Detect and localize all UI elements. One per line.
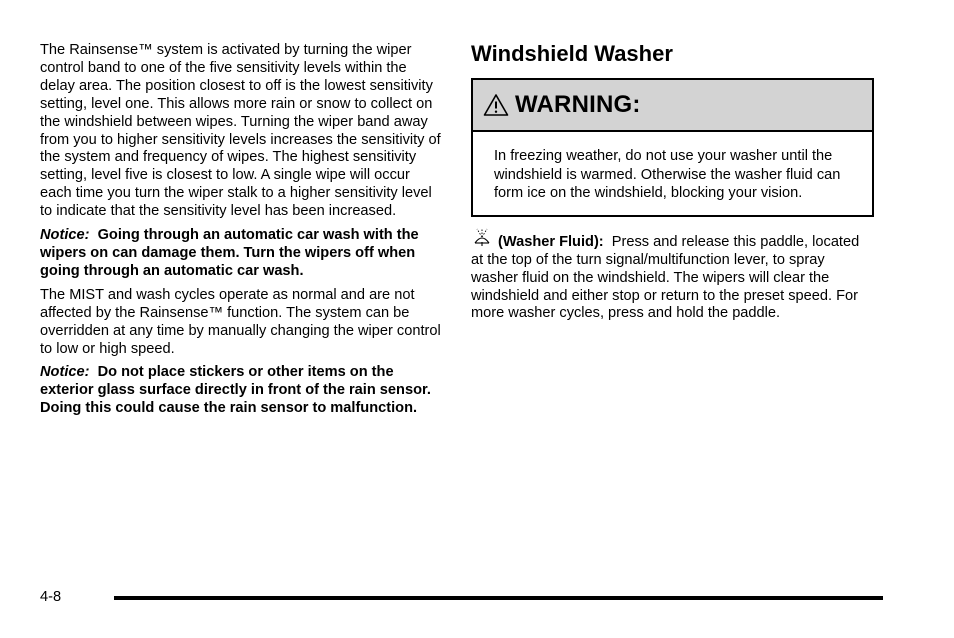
sticker-notice [40, 364, 444, 418]
right-column [471, 40, 874, 323]
rainsense-paragraph: The Rainsense™ system is activated by turning the wiper control band to one of the five sensitivity levels within the delay area. The position closest to off is the lowest sensitivity setting, level one. This allows more rain or snow to collect on the windshield between wipes. Turning the wiper band away from you to higher sensitivity levels increases the sensitivity of the system and frequency of wipes. The highest sensitivity setting, level five is closest to low. A single wipe will occur each time you turn the wiper stalk to a higher sensitivity level to indicate that the sensitivity level has been increased. [40, 42, 441, 220]
warning-title: WARNING: [515, 91, 641, 118]
warning-header [473, 80, 872, 132]
page-footer [40, 588, 883, 608]
footer-rule [114, 596, 883, 600]
page-number: 4-8 [40, 589, 62, 605]
car-wash-notice [40, 227, 444, 281]
notice-label: Notice: [40, 364, 90, 381]
warning-body: In freezing weather, do not use your washer until the windshield is warmed. Otherwise the washer fluid can form ice on the windshield, blocking your vision. [494, 148, 841, 202]
washer-fluid-icon [471, 227, 493, 249]
warning-triangle-icon [483, 93, 509, 117]
washer-fluid-text: Press and release this paddle, located at the top of the turn signal/multifunction lever, to spray washer fluid on the windshield. The wipers will clear the windshield and either stop or return to the preset speed. For more washer cycles, press and hold the paddle. [471, 233, 860, 322]
washer-fluid-label: (Washer Fluid): [498, 233, 604, 250]
warning-box [471, 78, 874, 217]
washer-fluid-paragraph [471, 227, 874, 324]
notice-text: Do not place stickers or other items on the exterior glass surface directly in front of the rain sensor. Doing this could cause the rain sensor to malfunction. [40, 364, 431, 417]
left-column [40, 42, 444, 424]
notice-text: Going through an automatic car wash with the wipers on can damage them. Turn the wipers off when going through an automatic car wash. [40, 227, 419, 279]
mist-paragraph: The MIST and wash cycles operate as normal and are not affected by the Rainsense™ function. The system can be overridden at any time by manually changing the wiper control to low or high speed. [40, 286, 441, 357]
section-heading: Windshield Washer [471, 41, 673, 66]
notice-label: Notice: [40, 227, 90, 244]
